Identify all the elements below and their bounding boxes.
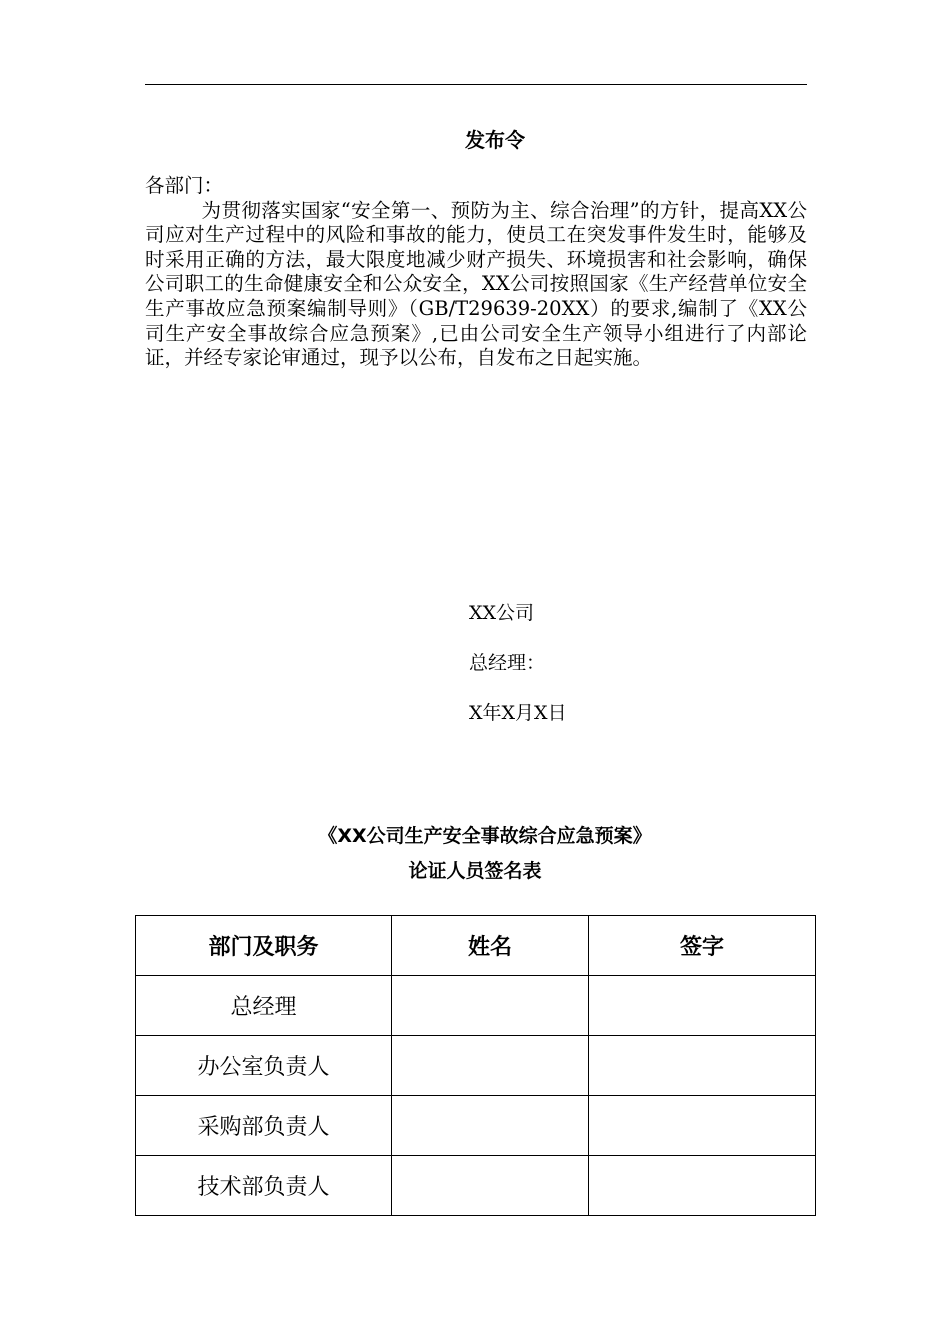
column-header-signature: 签字 bbox=[589, 916, 816, 976]
row-department: 技术部负责人 bbox=[136, 1156, 392, 1216]
announcement-body bbox=[145, 174, 807, 371]
row-department: 采购部负责人 bbox=[136, 1096, 392, 1156]
column-header-department: 部门及职务 bbox=[136, 916, 392, 976]
row-name-cell[interactable] bbox=[392, 1096, 589, 1156]
row-signature-cell[interactable] bbox=[589, 1036, 816, 1096]
signature-manager-label: 总经理： bbox=[469, 652, 546, 674]
row-signature-cell[interactable] bbox=[589, 1156, 816, 1216]
body-paragraph: 为贯彻落实国家“安全第一、预防为主、综合治理”的方针，提高XX公司应对生产过程中的风险和事故的能力，使员工在突发事件发生时，能够及时采用正确的方法，最大限度地减少财产损失、环境损害和社会影响，确保公司职工的生命健康安全和公众安全，XX公司按照国家《生产经营单位安全生产事故应急预案编制导则》（GB/T29639-20XX）的要求,编制了《XX公司生产安全事故综合应急预案》,已由公司安全生产领导小组进行了内部论证，并经专家论审通过，现予以公布，自发布之日起实施。 bbox=[145, 198, 807, 370]
signature-company: XX公司 bbox=[469, 602, 535, 624]
row-signature-cell[interactable] bbox=[589, 976, 816, 1036]
column-header-name: 姓名 bbox=[392, 916, 589, 976]
row-signature-cell[interactable] bbox=[589, 1096, 816, 1156]
signature-date: X年X月X日 bbox=[469, 702, 567, 724]
row-department: 总经理 bbox=[136, 976, 392, 1036]
table-header-row bbox=[136, 916, 816, 976]
document-title: 发布令 bbox=[465, 128, 525, 152]
row-name-cell[interactable] bbox=[392, 1156, 589, 1216]
table-row bbox=[136, 1036, 816, 1096]
row-department: 办公室负责人 bbox=[136, 1036, 392, 1096]
table-row bbox=[136, 1096, 816, 1156]
table-row bbox=[136, 1156, 816, 1216]
salutation: 各部门： bbox=[145, 174, 224, 197]
sign-table-subtitle: 论证人员签名表 bbox=[408, 860, 542, 882]
header-rule bbox=[145, 84, 807, 85]
sign-table bbox=[135, 915, 816, 1216]
sign-table-title: 《XX公司生产安全事故综合应急预案》 bbox=[318, 825, 652, 847]
row-name-cell[interactable] bbox=[392, 976, 589, 1036]
table-row bbox=[136, 976, 816, 1036]
row-name-cell[interactable] bbox=[392, 1036, 589, 1096]
